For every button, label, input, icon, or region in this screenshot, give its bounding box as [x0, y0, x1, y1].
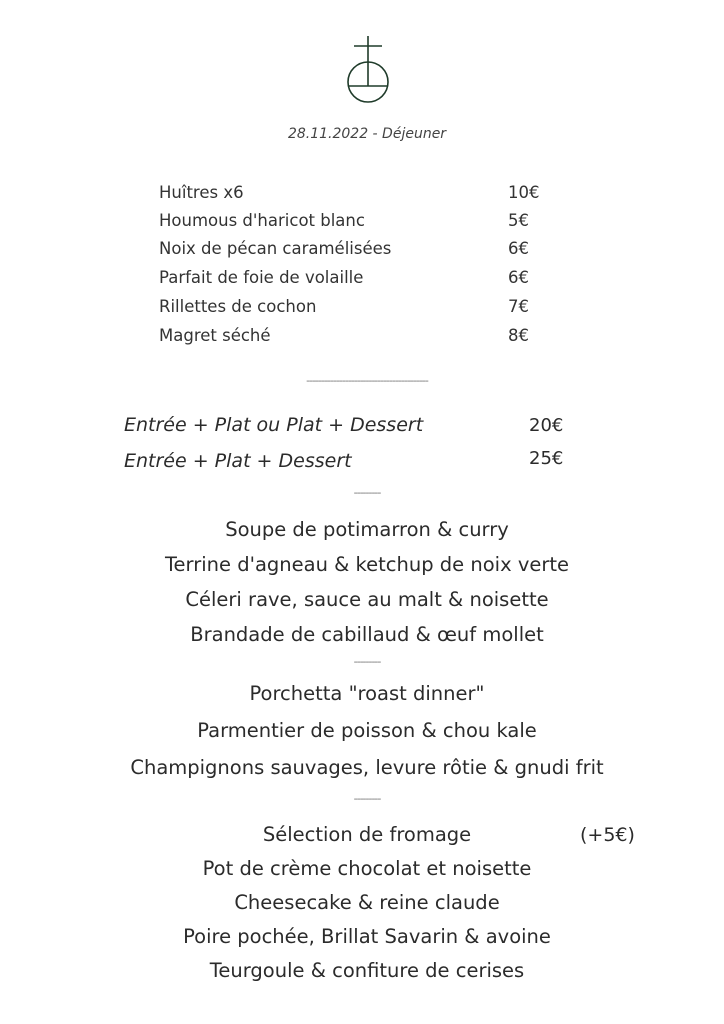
separator-short: ---------: [353, 792, 381, 805]
snack-price: 5€: [508, 211, 529, 230]
separator-short: ---------: [353, 655, 381, 668]
formula-label: Entrée + Plat + Dessert: [124, 450, 352, 472]
menu-date: 28.11.2022 - Déjeuner: [287, 126, 447, 142]
plat-item: Champignons sauvages, levure rôtie & gnudi frit: [130, 756, 604, 779]
dessert-item: Pot de crème chocolat et noisette: [202, 857, 532, 880]
cross-circle-logo: [340, 34, 396, 106]
separator-long: -----------------------------------------: [306, 374, 428, 387]
snack-name: Magret séché: [159, 326, 271, 345]
entree-item: Terrine d'agneau & ketchup de noix verte: [164, 553, 570, 576]
snack-price: 6€: [508, 239, 529, 258]
plat-item: Parmentier de poisson & chou kale: [197, 719, 537, 742]
snack-name: Rillettes de cochon: [159, 297, 317, 316]
dessert-item: Poire pochée, Brillat Savarin & avoine: [183, 925, 551, 948]
cheese-supplement: (+5€): [580, 824, 635, 846]
dessert-item: Teurgoule & confiture de cerises: [209, 959, 525, 982]
formula-price: 25€: [529, 448, 564, 469]
entree-item: Soupe de potimarron & curry: [225, 518, 509, 541]
separator-short: ---------: [353, 486, 381, 499]
snack-name: Parfait de foie de volaille: [159, 268, 364, 287]
snack-price: 6€: [508, 268, 529, 287]
snack-price: 10€: [508, 183, 540, 202]
snack-price: 8€: [508, 326, 529, 345]
entree-item: Céleri rave, sauce au malt & noisette: [185, 588, 549, 611]
snack-name: Noix de pécan caramélisées: [159, 239, 392, 258]
formula-label: Entrée + Plat ou Plat + Dessert: [124, 414, 424, 436]
snack-name: Huîtres x6: [159, 183, 244, 202]
snack-name: Houmous d'haricot blanc: [159, 211, 365, 230]
dessert-cheese: Sélection de fromage: [262, 823, 472, 846]
plat-item: Porchetta "roast dinner": [249, 682, 485, 705]
dessert-item: Cheesecake & reine claude: [234, 891, 500, 914]
entree-item: Brandade de cabillaud & œuf mollet: [190, 623, 544, 646]
snack-price: 7€: [508, 297, 529, 316]
formula-price: 20€: [529, 415, 564, 436]
